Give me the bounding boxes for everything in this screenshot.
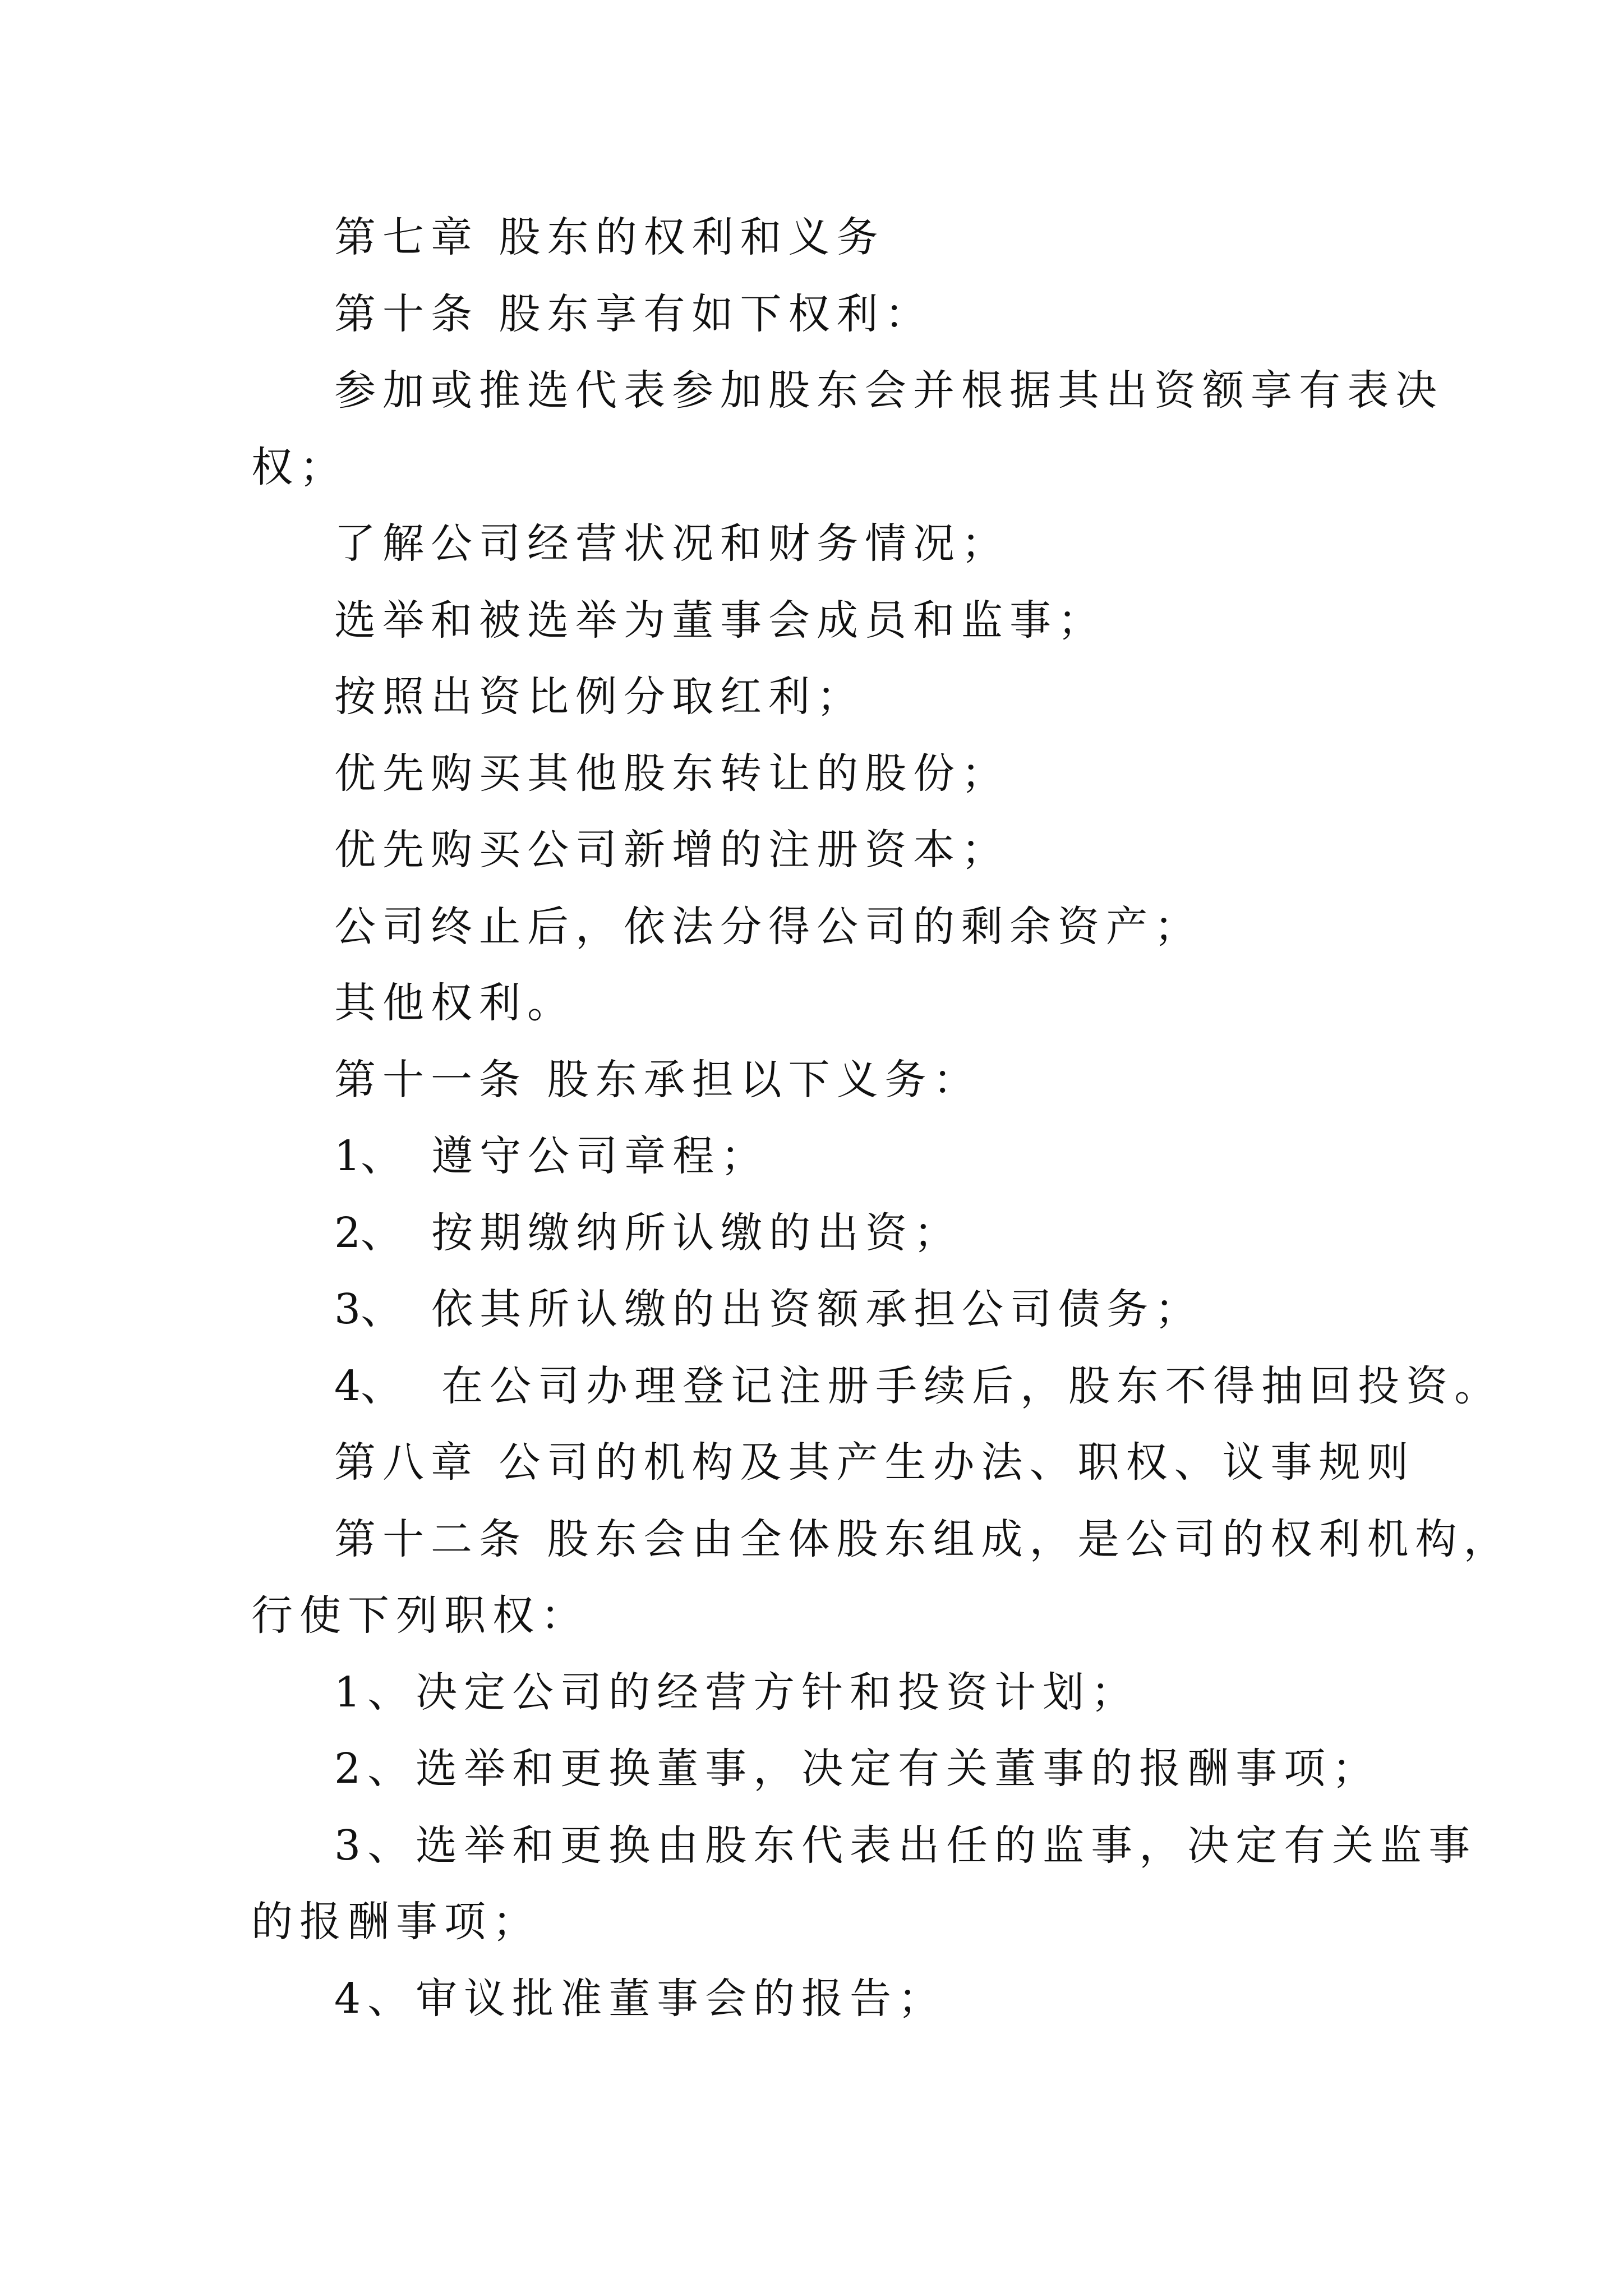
right-item-8: 其他权利。	[334, 979, 575, 1027]
obligation-number: 1、	[334, 1132, 403, 1180]
power-item-3-continuation: 的报酬事项；	[251, 1898, 541, 1946]
article-10-heading: 第十条 股东享有如下权利：	[334, 289, 933, 338]
obligation-item-2	[251, 1195, 1407, 1272]
obligation-number: 3、	[334, 1285, 403, 1333]
obligation-item-1	[251, 1118, 1407, 1195]
right-item-1: 参加或推选代表参加股东会并根据其出资额享有表决	[334, 366, 1444, 415]
article-12-heading: 第十二条 股东会由全体股东组成，是公司的权利机构，	[334, 1515, 1512, 1563]
power-item-2: 2、选举和更换董事，决定有关董事的报酬事项；	[334, 1745, 1381, 1793]
obligation-item-3	[251, 1271, 1407, 1348]
chapter-8-heading: 第八章 公司的机构及其产生办法、职权、议事规则	[334, 1438, 1415, 1487]
power-item-4: 4、审议批准董事会的报告；	[334, 1974, 947, 2023]
obligation-number: 4、	[334, 1361, 403, 1410]
obligation-number: 2、	[334, 1208, 403, 1257]
obligation-text: 遵守公司章程；	[431, 1132, 769, 1180]
power-item-1: 1、决定公司的经营方针和投资计划；	[334, 1668, 1140, 1717]
right-item-7: 公司终止后，依法分得公司的剩余资产；	[334, 902, 1202, 951]
obligation-item-4	[251, 1348, 1503, 1425]
right-item-5: 优先购买其他股东转让的股份；	[334, 749, 1009, 798]
obligation-text: 在公司办理登记注册手续后，股东不得抽回投资。	[441, 1361, 1503, 1410]
right-item-3: 选举和被选举为董事会成员和监事；	[334, 596, 1106, 645]
article-12-continuation: 行使下列职权：	[251, 1591, 589, 1640]
chapter-7-heading: 第七章 股东的权利和义务	[334, 213, 885, 261]
obligation-text: 按期缴纳所认缴的出资；	[431, 1208, 962, 1257]
right-item-2: 了解公司经营状况和财务情况；	[334, 519, 1009, 568]
right-item-4: 按照出资比例分取红利；	[334, 673, 865, 721]
right-item-1-continuation: 权；	[251, 443, 348, 491]
obligation-text: 依其所认缴的出资额承担公司债务；	[431, 1285, 1204, 1333]
document-body	[251, 199, 1512, 2037]
article-11-heading: 第十一条 股东承担以下义务：	[334, 1055, 981, 1104]
power-item-3: 3、选举和更换由股东代表出任的监事，决定有关监事	[334, 1821, 1477, 1870]
right-item-6: 优先购买公司新增的注册资本；	[334, 826, 1009, 874]
